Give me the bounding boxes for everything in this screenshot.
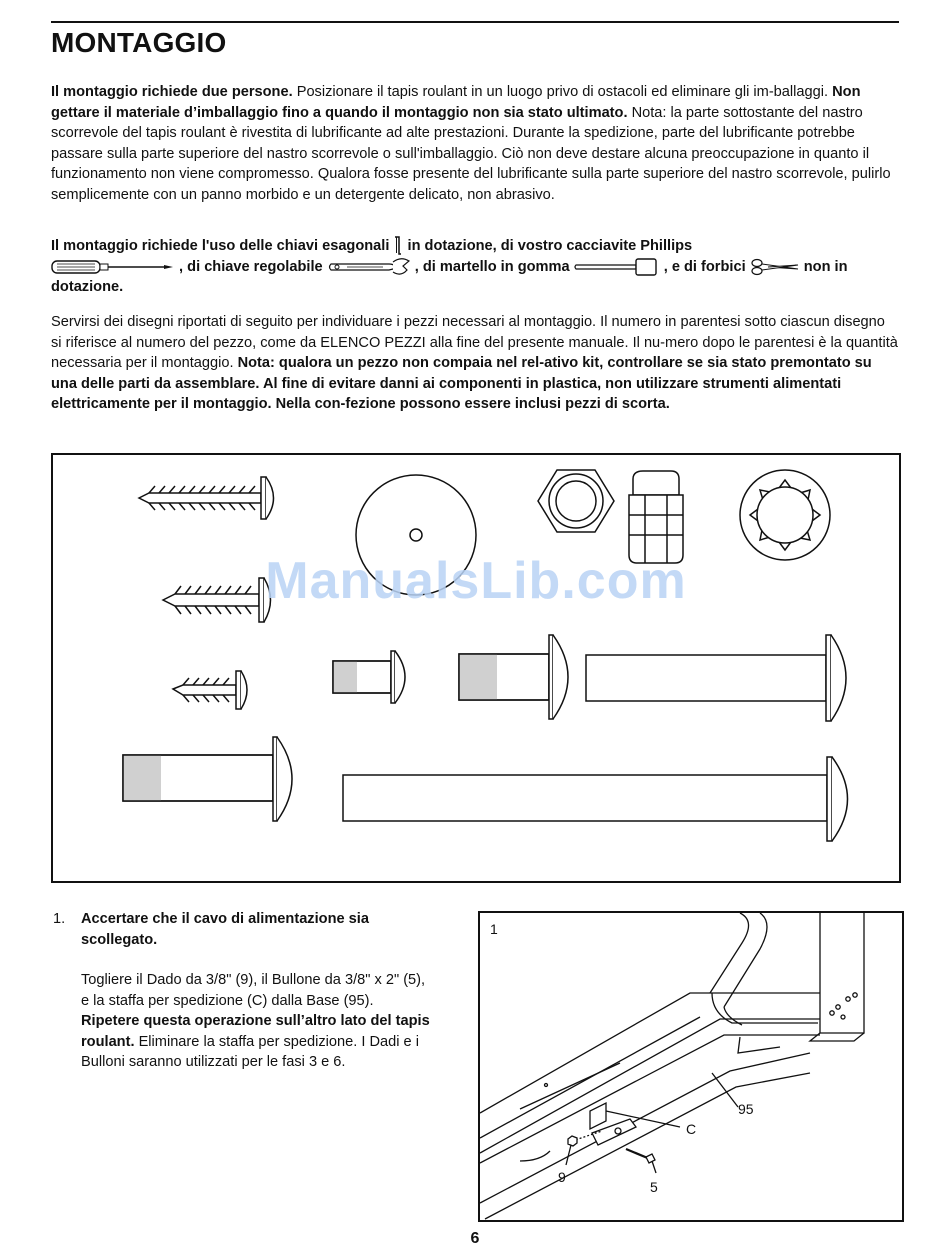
long-bolt-drawing [586, 635, 846, 721]
tools-text-1: Il montaggio richiede l'uso delle chiavi esagonali [51, 238, 394, 254]
label-95: 95 [738, 1101, 754, 1117]
label-5: 5 [650, 1179, 658, 1195]
hex-nut-drawing [538, 470, 614, 532]
longest-bolt-drawing [343, 757, 848, 841]
tools-text-3: , di chiave regolabile [175, 258, 327, 275]
parts-info-paragraph [51, 312, 899, 415]
star-washer-drawing [740, 470, 830, 560]
step-heading: Accertare che il cavo di alimentazione sia scollegato. [81, 911, 369, 948]
intro-paragraph [51, 82, 899, 205]
step-1 [51, 909, 431, 1073]
top-rule [51, 21, 899, 23]
step-text-2: Eliminare la staffa per spedizione. I Dadi e i Bulloni saranno utilizzati per le fasi 3 e 6. [81, 1033, 419, 1070]
intro-text-1: Posizionare il tapis roulant in un luogo privo di ostacoli ed eliminare gli im-ballaggi. [292, 84, 833, 100]
page-title: MONTAGGIO [51, 27, 227, 58]
tools-text-5: , e di forbici [659, 258, 750, 275]
allen-key-icon [393, 236, 403, 256]
adjustable-wrench-icon [327, 257, 411, 277]
parts-drawing-box [51, 453, 901, 883]
parts-illustration [53, 455, 899, 881]
tools-text-4: , di martello in gomma [410, 258, 574, 275]
scissors-icon [750, 258, 800, 276]
parts-info-text: Servirsi dei disegni riportati di seguito per individuare i pezzi necessari al montaggio. Il numero in parentesi sotto ciascun disegno si riferisce al numero del pezzo, come da ELENCO PEZZI alla fine del presente manuale. Il nu-mero dopo le parentesi è la quantità necessaria per il montaggio. [51, 314, 898, 371]
medium-bolt-drawing [459, 635, 568, 719]
rubber-mallet-icon [574, 257, 660, 277]
step-text-1: Togliere il Dado da 3/8" (9), il Bullone da 3/8" x 2" (5), e la staffa per spedizione (C) dalla Base (95). [81, 972, 426, 1009]
tools-text-2: in dotazione, di vostro cacciavite Phillips [403, 238, 693, 254]
figure-number: 1 [490, 921, 498, 937]
self-drilling-screw-drawing [139, 477, 274, 519]
tools-text-6: non in dotazione. [51, 258, 848, 295]
step-number: 1. [53, 911, 66, 927]
intro-bold-2: Non gettare il materiale d’imballaggio fino a quando il montaggio non sia stato ultimato. [51, 84, 861, 121]
label-9: 9 [558, 1169, 566, 1185]
page-number: 6 [470, 1230, 480, 1247]
figure-1 [478, 911, 904, 1222]
short-bolt-drawing [333, 651, 405, 703]
parts-info-note: Nota: qualora un pezzo non compaia nel rel-ativo kit, controllare se sia stato premontato su una delle parti da assemblare. Al fine di evitare danni ai componenti in plastica, non utilizzare strumenti alimentati elettricamente per il montaggio. Nella con-fezione possono essere inclusi pezzi di scorta. [51, 355, 872, 412]
figure-1-illustration [480, 913, 902, 1220]
watermark: ManualsLib.com [265, 552, 687, 610]
small-screw-drawing [173, 671, 247, 709]
intro-bold-1: Il montaggio richiede due persone. [51, 84, 293, 100]
step-instructions [81, 970, 431, 1073]
nylon-nut-drawing [629, 471, 683, 563]
step-bold: Ripetere questa operazione sull’altro lato del tapis roulant. [81, 1013, 430, 1050]
large-bolt-drawing [123, 737, 292, 821]
phillips-screwdriver-icon [51, 259, 175, 275]
label-c: C [686, 1121, 697, 1137]
tools-paragraph [51, 236, 899, 298]
intro-text-2: Nota: la parte sottostante del nastro scorrevole del tapis roulant è rivestita di lubrificante ad alte prestazioni. Durante la spedizione, parte del lubrificante potrebbe passare sulla parte superiore del nastro scorrevole o sull'imballaggio. Ciò non deve destare alcuna preoccupazione in quanto il funzionamento non viene compromesso. Qualora fosse presente del lubrificante sulla parte superiore del nastro scorrevole, pulirlo semplicemente con un panno morbido e un detergente delicato, non abrasivo. [51, 104, 891, 203]
